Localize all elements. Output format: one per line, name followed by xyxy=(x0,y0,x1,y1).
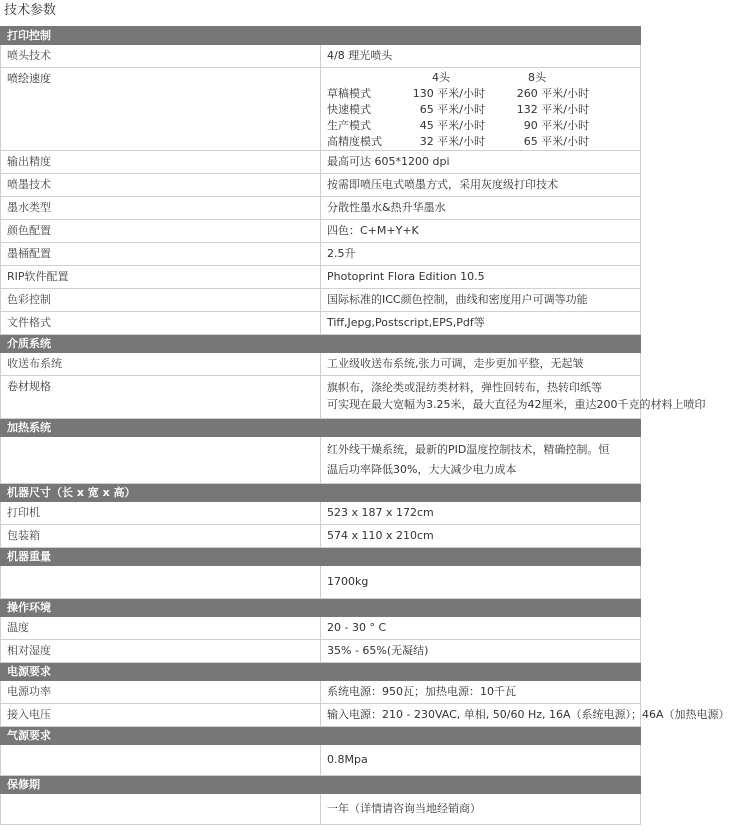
speed-col-header-8: 8头 xyxy=(528,71,546,84)
row-value: 一年（详情请咨询当地经销商） xyxy=(321,794,641,825)
table-row xyxy=(1,151,641,174)
row-label: 相对湿度 xyxy=(1,640,321,663)
table-row xyxy=(1,525,641,548)
section-header-air: 气源要求 xyxy=(1,727,641,745)
table-row xyxy=(1,502,641,525)
speed-table xyxy=(321,68,641,151)
row-value: 按需即喷压电式喷墨方式，采用灰度级打印技术 xyxy=(321,174,641,197)
row-value: 2.5升 xyxy=(321,243,641,266)
row-label: 接入电压 xyxy=(1,704,321,727)
row-label: 输出精度 xyxy=(1,151,321,174)
row-label: 喷绘速度 xyxy=(1,68,321,151)
row-label: 卷材规格 xyxy=(1,376,321,419)
speed-mode: 快速模式 xyxy=(327,103,371,116)
page-title: 技术参数 xyxy=(4,3,57,18)
table-row xyxy=(1,266,641,289)
table-row xyxy=(1,45,641,68)
speed-value-4: 45 平米/小时 xyxy=(419,119,485,132)
row-label: 色彩控制 xyxy=(1,289,321,312)
spec-table xyxy=(0,26,730,825)
row-label: 喷墨技术 xyxy=(1,174,321,197)
row-label: RIP软件配置 xyxy=(1,266,321,289)
table-row xyxy=(1,376,641,419)
table-row xyxy=(1,353,641,376)
section-header-environment: 操作环境 xyxy=(1,599,641,617)
speed-value-8: 65 平米/小时 xyxy=(523,135,589,148)
row-label: 文件格式 xyxy=(1,312,321,335)
row-value: 20 - 30 ° C xyxy=(321,617,641,640)
table-row xyxy=(1,312,641,335)
speed-col-header-4: 4头 xyxy=(432,71,450,84)
table-row xyxy=(1,174,641,197)
row-value: 4/8 理光喷头 xyxy=(321,45,641,68)
row-value: 系统电源：950瓦；加热电源：10千瓦 xyxy=(321,681,641,704)
table-row xyxy=(1,745,641,776)
table-row xyxy=(1,437,641,484)
row-value: 574 x 110 x 210cm xyxy=(321,525,641,548)
row-label: 墨水类型 xyxy=(1,197,321,220)
row-value: 四色：C+M+Y+K xyxy=(321,220,641,243)
row-value: 35% - 65%(无凝结) xyxy=(321,640,641,663)
speed-value-4: 32 平米/小时 xyxy=(419,135,485,148)
speed-mode: 生产模式 xyxy=(327,119,371,132)
table-row xyxy=(1,243,641,266)
row-label: 墨桶配置 xyxy=(1,243,321,266)
row-value: 1700kg xyxy=(321,566,641,599)
row-label: 喷头技术 xyxy=(1,45,321,68)
row-label: 电源功率 xyxy=(1,681,321,704)
section-header-size: 机器尺寸（长 x 宽 x 高） xyxy=(1,484,641,502)
row-label: 收送布系统 xyxy=(1,353,321,376)
table-row xyxy=(1,681,641,704)
table-row xyxy=(1,640,641,663)
row-label: 打印机 xyxy=(1,502,321,525)
speed-value-8: 90 平米/小时 xyxy=(523,119,589,132)
table-row xyxy=(1,794,641,825)
table-row xyxy=(1,704,641,727)
row-label: 颜色配置 xyxy=(1,220,321,243)
table-row xyxy=(1,197,641,220)
table-row-speed xyxy=(1,68,641,151)
speed-mode: 草稿模式 xyxy=(327,87,371,100)
row-value: 分散性墨水&热升华墨水 xyxy=(321,197,641,220)
row-value: 0.8Mpa xyxy=(321,745,641,776)
table-row xyxy=(1,289,641,312)
speed-value-8: 132 平米/小时 xyxy=(516,103,589,116)
speed-mode: 高精度模式 xyxy=(327,135,382,148)
row-label: 温度 xyxy=(1,617,321,640)
table-row xyxy=(1,220,641,243)
row-value: 工业级收送布系统,张力可调，走步更加平整，无起皱 xyxy=(321,353,641,376)
speed-value-4: 130 平米/小时 xyxy=(412,87,485,100)
row-value: 输入电源：210 - 230VAC, 单相, 50/60 Hz, 16A（系统电源）；46A（加热电源） xyxy=(321,704,641,727)
speed-value-4: 65 平米/小时 xyxy=(419,103,485,116)
speed-value-8: 260 平米/小时 xyxy=(516,87,589,100)
section-header-warranty: 保修期 xyxy=(1,776,641,794)
section-header-weight: 机器重量 xyxy=(1,548,641,566)
row-value: 可实现在最大宽幅为3.25米，最大直径为42厘米，重达200千克的材料上喷印 xyxy=(327,398,706,411)
row-value: 最高可达 605*1200 dpi xyxy=(321,151,641,174)
row-value: 红外线干燥系统，最新的PID温度控制技术，精确控制。恒温后功率降低30%，大大减少电力成本 xyxy=(327,443,610,476)
row-value: 523 x 187 x 172cm xyxy=(321,502,641,525)
section-header-power: 电源要求 xyxy=(1,663,641,681)
section-header-media: 介质系统 xyxy=(1,335,641,353)
section-header-print-control: 打印控制 xyxy=(1,27,641,45)
table-row xyxy=(1,566,641,599)
table-row xyxy=(1,617,641,640)
row-value: 国际标准的ICC颜色控制，曲线和密度用户可调等功能 xyxy=(321,289,641,312)
row-value: Tiff,Jepg,Postscript,EPS,Pdf等 xyxy=(321,312,641,335)
row-value: 旗帜布，涤纶类或混纺类材料，弹性回转布，热转印纸等 xyxy=(327,381,602,394)
row-value: Photoprint Flora Edition 10.5 xyxy=(321,266,641,289)
row-label: 包装箱 xyxy=(1,525,321,548)
section-header-heating: 加热系统 xyxy=(1,419,641,437)
